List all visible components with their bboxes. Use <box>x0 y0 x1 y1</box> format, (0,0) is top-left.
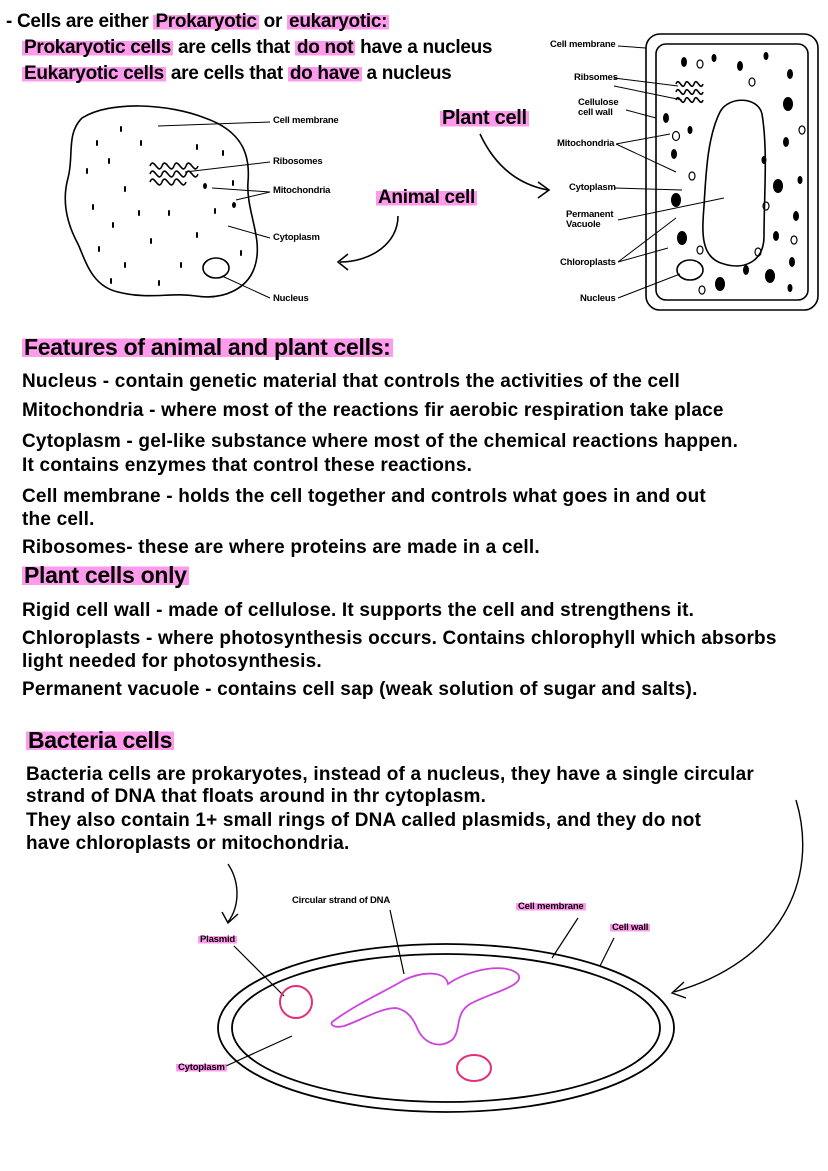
plant-cell-diagram <box>480 34 818 310</box>
plant-label-vacuole-line2: Vacuole <box>566 218 601 230</box>
bacteria-line-3: They also contain 1+ small rings of DNA called plasmids, and they do not <box>26 810 702 831</box>
features-line-7: Ribosomes- these are where proteins are made in a cell. <box>22 537 540 558</box>
features-heading-text: Features of animal and plant cells: <box>24 334 391 360</box>
plant-label-cellwall <box>578 98 618 118</box>
bacteria-label-cytoplasm-text: Cytoplasm <box>178 1062 225 1073</box>
animal-nucleus <box>203 258 229 278</box>
bacteria-arrow-left-head <box>222 912 238 923</box>
bacteria-dna-strand <box>332 968 520 1044</box>
bacteria-line-2: strand of DNA that floats around in thr cytoplasm. <box>26 786 487 807</box>
plant-label-cellwall-line2: cell wall <box>578 106 613 118</box>
plant-cell-title-text: Plant cell <box>442 107 527 129</box>
intro-text: are cells that <box>165 63 288 84</box>
intro-text: are cells that <box>172 37 295 58</box>
animal-arrow <box>340 216 398 262</box>
bacteria-arrow-left <box>228 864 237 922</box>
plant-label-cellwall-line1: Cellulose <box>578 97 619 108</box>
plant-cell-mitochondria <box>673 60 806 294</box>
plant-arrow <box>480 134 548 190</box>
plant-label-cytoplasm: Cytoplasm <box>569 182 616 193</box>
plant-only-heading-text: Plant cells only <box>24 562 187 588</box>
plant-leader-lines <box>614 46 724 298</box>
animal-ribosome-coil <box>150 163 198 185</box>
animal-cell-granules <box>86 126 242 286</box>
features-line-5: Cell membrane - holds the cell together and controls what goes in and out <box>22 486 706 507</box>
animal-label-cytoplasm: Cytoplasm <box>273 232 320 243</box>
bacteria-line-1: Bacteria cells are prokaryotes, instead of a nucleus, they have a single circular <box>26 764 754 785</box>
bacteria-plasmid-2 <box>457 1055 491 1081</box>
eukaryotic-cells-term: Eukaryotic cells <box>24 63 164 84</box>
plant-label-chloroplasts: Chloroplasts <box>560 257 616 268</box>
plant-only-line-3: light needed for photosynthesis. <box>22 651 322 672</box>
intro-text: a nucleus <box>361 63 452 84</box>
bacteria-plasmid-1 <box>280 986 312 1018</box>
bacteria-label-wall <box>610 923 650 933</box>
bacteria-heading <box>26 729 174 752</box>
plant-only-heading <box>22 564 189 587</box>
animal-label-ribosomes: Ribosomes <box>273 156 323 167</box>
features-line-3: Cytoplasm - gel-like substance where most of the chemical reactions happen. <box>22 431 739 452</box>
plant-label-vacuole-line1: Permanent <box>566 209 614 220</box>
plant-label-ribosomes: Ribsomes <box>574 72 618 83</box>
bacteria-label-dna: Circular strand of DNA <box>292 895 391 906</box>
prokaryotic-highlight: Prokaryotic <box>155 11 257 32</box>
bacteria-cell-wall <box>218 944 674 1112</box>
bacteria-cell-membrane <box>232 954 660 1102</box>
plant-only-line-4: Permanent vacuole - contains cell sap (weak solution of sugar and salts). <box>22 679 698 700</box>
plant-only-line-1: Rigid cell wall - made of cellulose. It supports the cell and strengthens it. <box>22 600 695 621</box>
bacteria-label-membrane <box>516 902 586 912</box>
bacteria-label-membrane-text: Cell membrane <box>518 901 584 912</box>
bacteria-label-plasmid <box>198 935 237 945</box>
animal-label-mitochondria: Mitochondria <box>273 185 331 196</box>
plant-label-mitochondria: Mitochondria <box>557 138 615 149</box>
bacteria-leader-lines <box>226 910 614 1066</box>
plant-label-vacuole <box>566 210 613 230</box>
bacteria-line-4: have chloroplasts or mitochondria. <box>26 833 350 854</box>
plant-nucleus <box>677 260 703 280</box>
plant-label-membrane: Cell membrane <box>550 39 616 50</box>
prokaryotic-cells-term: Prokaryotic cells <box>24 37 171 58</box>
plant-vacuole <box>703 100 765 266</box>
plant-only-line-2: Chloroplasts - where photosynthesis occurs. Contains chlorophyll which absorbs <box>22 628 777 649</box>
bacteria-label-plasmid-text: Plasmid <box>200 934 236 945</box>
do-not-highlight: do not <box>296 37 354 58</box>
features-line-4: It contains enzymes that control these reactions. <box>22 455 473 476</box>
features-line-6: the cell. <box>22 509 95 530</box>
animal-cell-title-text: Animal cell <box>378 187 476 208</box>
eukaryotic-highlight: eukaryotic: <box>289 11 388 32</box>
plant-label-nucleus: Nucleus <box>580 293 616 304</box>
bacteria-label-wall-text: Cell wall <box>612 922 649 933</box>
bacteria-heading-text: Bacteria cells <box>28 727 173 753</box>
intro-text: have a nucleus <box>355 37 493 58</box>
features-line-2: Mitochondria - where most of the reactions fir aerobic respiration take place <box>22 400 724 421</box>
intro-text: or <box>258 11 288 32</box>
features-heading <box>22 336 393 359</box>
features-line-1: Nucleus - contain genetic material that controls the activities of the cell <box>22 371 680 392</box>
do-have-highlight: do have <box>289 63 360 84</box>
animal-label-membrane: Cell membrane <box>273 115 339 126</box>
animal-cell-diagram <box>65 106 398 298</box>
plant-cell-organelles <box>663 52 803 292</box>
bacteria-label-cytoplasm <box>176 1063 227 1073</box>
intro-text: - Cells are either <box>6 11 154 32</box>
plant-cell-title <box>440 108 529 128</box>
animal-label-nucleus: Nucleus <box>273 293 309 304</box>
animal-cell-title <box>376 188 477 207</box>
